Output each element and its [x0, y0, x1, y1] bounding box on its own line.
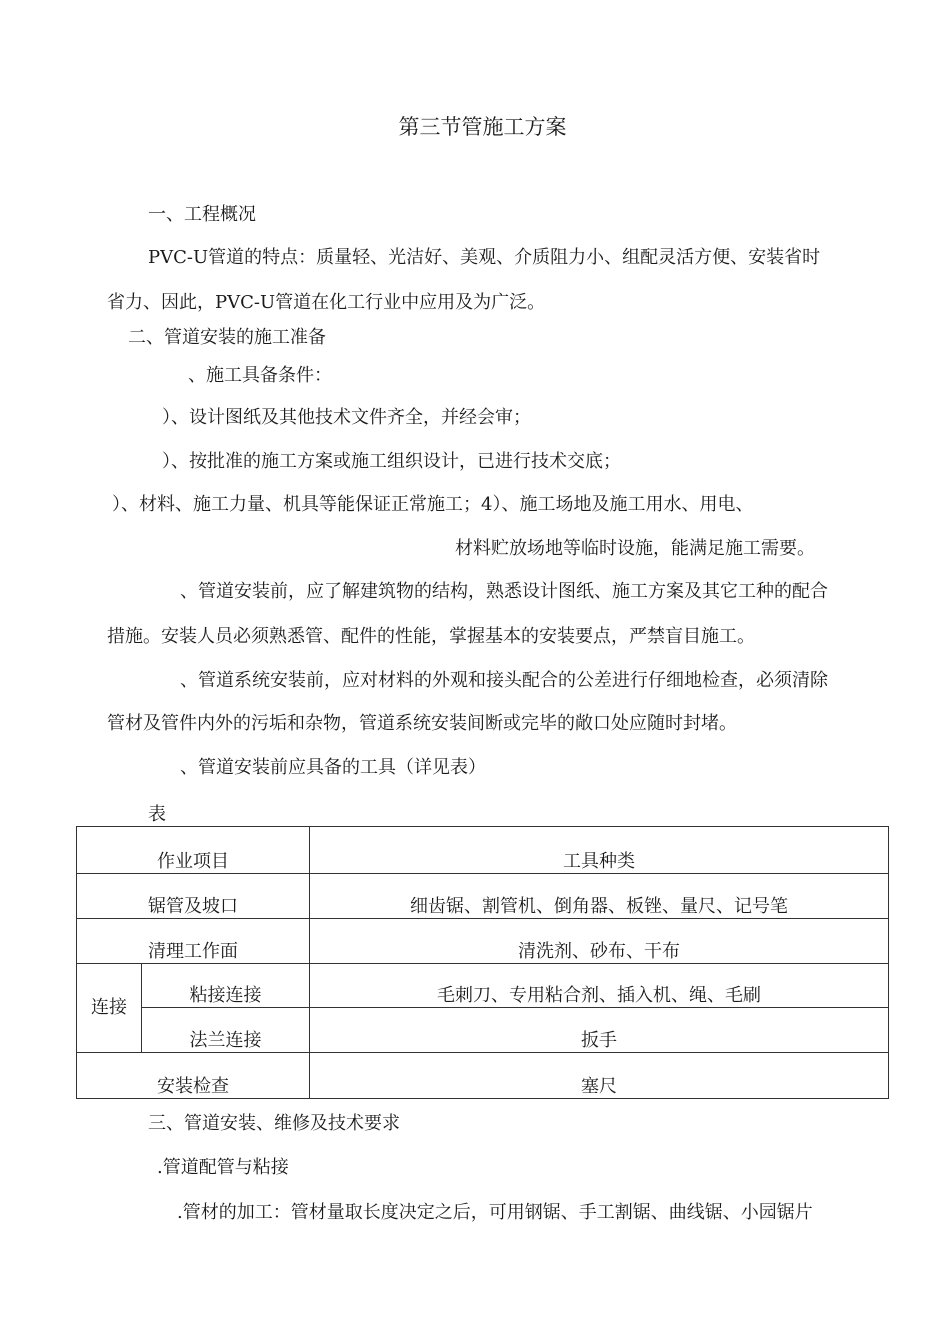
connection-group-label: 连接 — [77, 964, 142, 1053]
preparation-paragraph-line-1: 、管道安装前，应了解建筑物的结构，熟悉设计图纸、施工方案及其它工种的配合 — [180, 581, 828, 602]
section-3-heading: 三、管道安装、维修及技术要求 — [148, 1113, 400, 1134]
header-tools: 工具种类 — [310, 827, 889, 874]
table-row — [77, 1008, 889, 1053]
overview-paragraph-line-2: 省力、因此，PVC-U管道在化工行业中应用及为广泛。 — [107, 292, 546, 313]
preparation-paragraph-line-2: 措施。安装人员必须熟悉管、配件的性能，掌握基本的安装要点，严禁盲目施工。 — [107, 626, 755, 647]
row-tools: 毛刺刀、专用粘合剂、插入机、绳、毛刷 — [310, 964, 889, 1008]
condition-item-1: ）、设计图纸及其他技术文件齐全，并经会审； — [162, 407, 531, 428]
table-row — [77, 874, 889, 919]
section-1-heading: 一、工程概况 — [148, 204, 256, 225]
table-header-row — [77, 827, 889, 874]
page-title: 第三节管施工方案 — [398, 115, 567, 139]
conditions-title: 、施工具备条件： — [188, 365, 332, 386]
tools-intro-line: 、管道安装前应具备的工具（详见表） — [180, 757, 486, 778]
inspection-paragraph-line-1: 、管道系统安装前，应对材料的外观和接头配合的公差进行仔细地检查，必须清除 — [180, 670, 828, 691]
table-row — [77, 964, 889, 1008]
table-caption: 表 — [148, 804, 166, 825]
overview-paragraph-line-1: PVC-U管道的特点：质量轻、光洁好、美观、介质阻力小、组配灵活方便、安装省时 — [148, 247, 821, 268]
condition-item-3: ）、材料、施工力量、机具等能保证正常施工；4）、施工场地及施工用水、用电、 — [112, 494, 754, 515]
table-row — [77, 919, 889, 964]
inspection-paragraph-line-2: 管材及管件内外的污垢和杂物，管道系统安装间断或完毕的敞口处应随时封堵。 — [107, 713, 737, 734]
row-item: 安装检查 — [77, 1053, 310, 1099]
tools-table — [76, 826, 889, 1099]
subsection-3-1: .管道配管与粘接 — [157, 1157, 289, 1178]
row-tools: 细齿锯、割管机、倒角器、板锉、量尺、记号笔 — [310, 874, 889, 919]
header-item: 作业项目 — [77, 827, 310, 874]
row-item: 清理工作面 — [77, 919, 310, 964]
row-item: 法兰连接 — [142, 1008, 310, 1053]
condition-item-3-continued: 材料贮放场地等临时设施，能满足施工需要。 — [455, 538, 815, 559]
row-item: 粘接连接 — [142, 964, 310, 1008]
row-tools: 清洗剂、砂布、干布 — [310, 919, 889, 964]
section-2-heading: 二、管道安装的施工准备 — [128, 327, 326, 348]
condition-item-2: ）、按批准的施工方案或施工组织设计，已进行技术交底； — [162, 451, 621, 472]
table-row — [77, 1053, 889, 1099]
subsection-3-1-1: .管材的加工：管材量取长度决定之后，可用钢锯、手工割锯、曲线锯、小园锯片 — [177, 1202, 813, 1223]
row-item: 锯管及坡口 — [77, 874, 310, 919]
row-tools: 塞尺 — [310, 1053, 889, 1099]
row-tools: 扳手 — [310, 1008, 889, 1053]
